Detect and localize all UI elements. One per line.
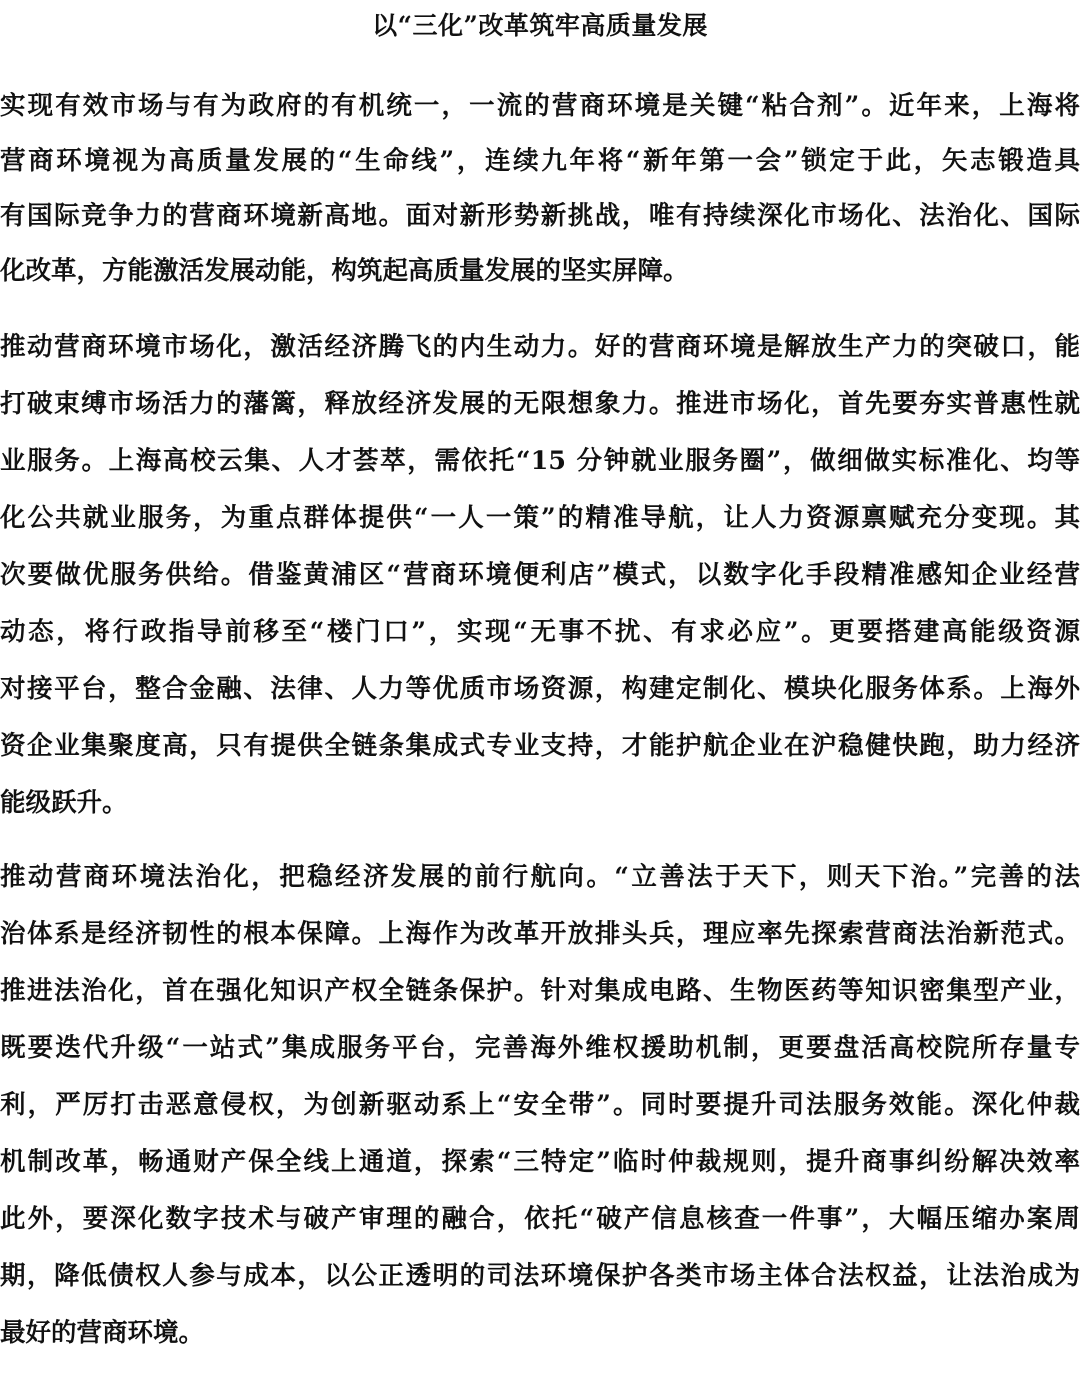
paragraph-line: 实现有效市场与有为政府的有机统一，一流的营商环境是关键“粘合剂”。近年来，上海将	[0, 91, 1080, 121]
paragraph-line: 有国际竞争力的营商环境新高地。面对新形势新挑战，唯有持续深化市场化、法治化、国际	[0, 201, 1080, 231]
paragraph-line: 营商环境视为高质量发展的“生命线”，连续九年将“新年第一会”锁定于此，矢志锻造具	[0, 146, 1080, 176]
paragraph-line: 资企业集聚度高，只有提供全链条集成式专业支持，才能护航企业在沪稳健快跑，助力经济	[0, 731, 1080, 761]
paragraph-line: 最好的营商环境。	[0, 1318, 205, 1348]
paragraph-line: 动态，将行政指导前移至“楼门口”，实现“无事不扰、有求必应”。更要搭建高能级资源	[0, 617, 1080, 647]
paragraph-line: 既要迭代升级“一站式”集成服务平台，完善海外维权援助机制，更要盘活高校院所存量专	[0, 1033, 1080, 1063]
paragraph-line: 化公共就业服务，为重点群体提供“一人一策”的精准导航，让人力资源禀赋充分变现。其	[0, 503, 1080, 533]
paragraph-line: 此外，要深化数字技术与破产审理的融合，依托“破产信息核查一件事”，大幅压缩办案周	[0, 1204, 1080, 1234]
paragraph-line: 推动营商环境法治化，把稳经济发展的前行航向。“立善法于天下，则天下治。”完善的法	[0, 862, 1080, 892]
paragraph-line: 能级跃升。	[0, 788, 128, 818]
paragraph-line: 治体系是经济韧性的根本保障。上海作为改革开放排头兵，理应率先探索营商法治新范式。	[0, 919, 1080, 949]
paragraph-line: 推进法治化，首在强化知识产权全链条保护。针对集成电路、生物医药等知识密集型产业，	[0, 976, 1080, 1006]
paragraph-line: 业服务。上海高校云集、人才荟萃，需依托“15 分钟就业服务圈”，做细做实标准化、均等	[0, 446, 1080, 476]
article-title: 以“三化”改革筑牢高质量发展	[372, 11, 708, 40]
paragraph-line: 对接平台，整合金融、法律、人力等优质市场资源，构建定制化、模块化服务体系。上海外	[0, 674, 1080, 704]
paragraph-line: 次要做优服务供给。借鉴黄浦区“营商环境便利店”模式，以数字化手段精准感知企业经营	[0, 560, 1080, 590]
paragraph-line: 利，严厉打击恶意侵权，为创新驱动系上“安全带”。同时要提升司法服务效能。深化仲裁	[0, 1090, 1080, 1120]
paragraph-line: 打破束缚市场活力的藩篱，释放经济发展的无限想象力。推进市场化，首先要夯实普惠性就	[0, 389, 1080, 419]
paragraph-line: 化改革，方能激活发展动能，构筑起高质量发展的坚实屏障。	[0, 256, 689, 286]
paragraph-line: 推动营商环境市场化，激活经济腾飞的内生动力。好的营商环境是解放生产力的突破口，能	[0, 332, 1080, 362]
paragraph-line: 期，降低债权人参与成本，以公正透明的司法环境保护各类市场主体合法权益，让法治成为	[0, 1261, 1080, 1291]
paragraph-line: 机制改革，畅通财产保全线上通道，探索“三特定”临时仲裁规则，提升商事纠纷解决效率	[0, 1147, 1080, 1177]
